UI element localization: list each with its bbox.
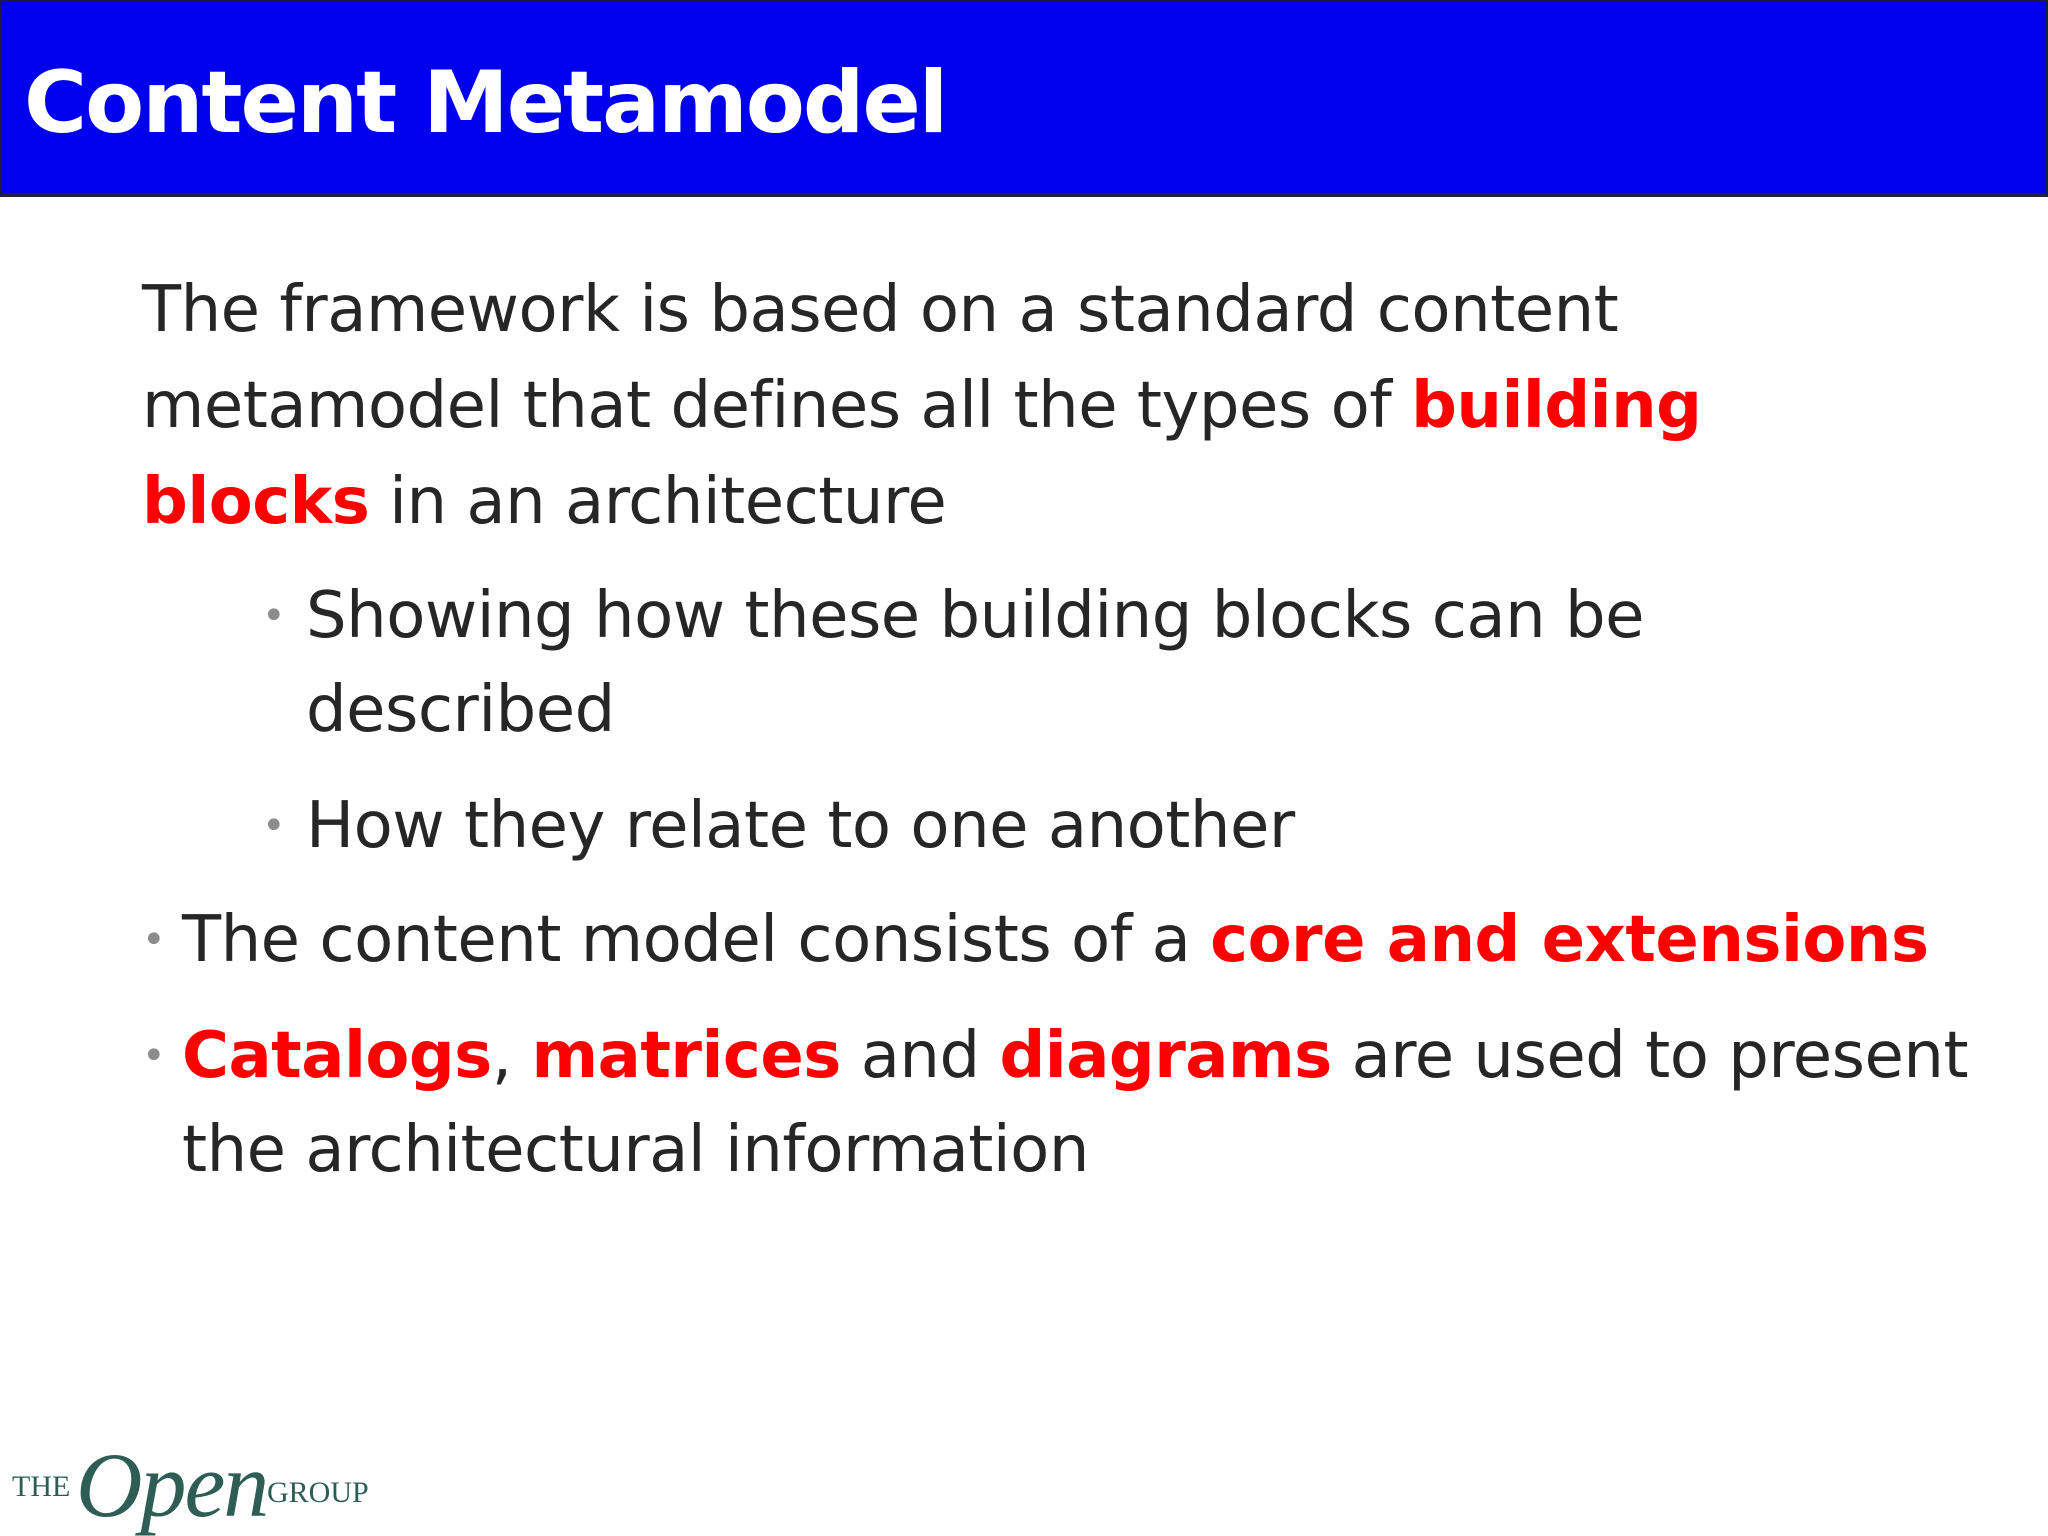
bullet-1-line-1: [182, 900, 1929, 980]
bullet-2-text: are used to present: [1331, 1019, 1969, 1093]
logo-group-text: GROUP: [267, 1476, 369, 1509]
bullet-2-sep-1: ,: [491, 1019, 532, 1093]
the-open-group-logo: [12, 1434, 392, 1536]
bullet-2-sep-2: and: [840, 1019, 1000, 1093]
highlight-core-and-extensions: core and extensions: [1210, 903, 1929, 977]
highlight-diagrams: diagrams: [999, 1019, 1332, 1093]
bullet-2-line-1: [182, 1016, 1968, 1096]
intro-line-2: [142, 366, 1701, 446]
intro-line-1: [142, 270, 1618, 350]
slide-title: Content Metamodel: [24, 53, 947, 153]
highlight-catalogs: Catalogs: [182, 1019, 492, 1093]
logo-open-text: Open: [76, 1434, 268, 1536]
intro-line-1-text: The framework is based on a standard content: [142, 273, 1619, 347]
intro-line-3-text: in an architecture: [369, 465, 947, 539]
highlight-building: building: [1411, 369, 1702, 443]
bullet-1-marker: •: [142, 917, 166, 963]
sub-bullet-2-marker: •: [262, 803, 286, 849]
bullet-2-line-2: [182, 1110, 1089, 1190]
highlight-blocks: blocks: [142, 465, 370, 539]
intro-line-2-text: metamodel that defines all the types of: [142, 369, 1412, 443]
highlight-matrices: matrices: [531, 1019, 841, 1093]
bullet-2-marker: •: [142, 1033, 166, 1079]
sub-bullet-2-line-1: [306, 786, 1295, 866]
sub-bullet-2-text: How they relate to one another: [306, 789, 1295, 863]
bullet-2-text-2: the architectural information: [182, 1113, 1089, 1187]
sub-bullet-1-text: Showing how these building blocks can be: [306, 579, 1644, 653]
sub-bullet-1-marker: •: [262, 593, 286, 639]
intro-line-3: [142, 462, 946, 542]
sub-bullet-1-text-2: described: [306, 673, 615, 747]
logo-the-text: THE: [12, 1470, 71, 1503]
sub-bullet-1-line-2: [306, 670, 615, 750]
sub-bullet-1-line-1: [306, 576, 1644, 656]
bullet-1-text: The content model consists of a: [182, 903, 1211, 977]
title-bar: [0, 0, 2048, 197]
